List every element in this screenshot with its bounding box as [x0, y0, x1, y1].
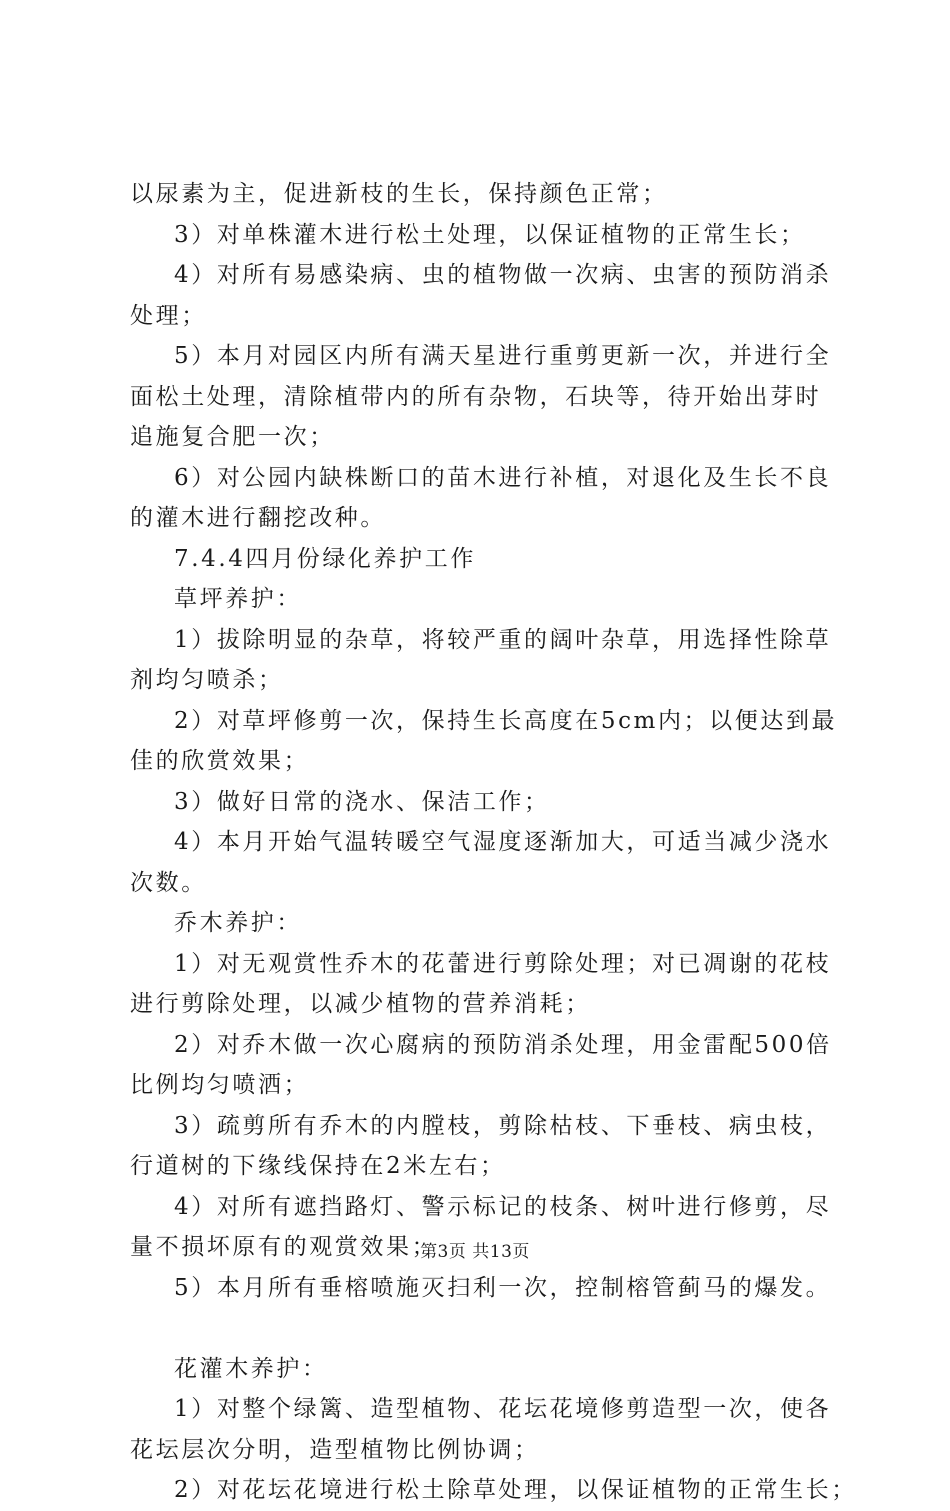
text-line: 1）对无观赏性乔木的花蕾进行剪除处理；对已凋谢的花枝	[174, 950, 832, 977]
text-line: 比例均匀喷洒；	[130, 1072, 310, 1098]
text-line: 追施复合肥一次；	[130, 424, 335, 450]
text-line: 2）对草坪修剪一次，保持生长高度在5cm内；以便达到最	[174, 707, 838, 734]
text-line: 佳的欣赏效果；	[130, 748, 310, 774]
text-line: 3）疏剪所有乔木的内膛枝，剪除枯枝、下垂枝、病虫枝，	[174, 1112, 832, 1139]
text-line: 2）对乔木做一次心腐病的预防消杀处理，用金雷配500倍	[174, 1031, 832, 1058]
subsection-heading: 花灌木养护：	[174, 1355, 328, 1382]
text-line: 6）对公园内缺株断口的苗木进行补植，对退化及生长不良	[174, 464, 832, 491]
page-number-footer: 第3页 共13页	[420, 1242, 530, 1262]
text-line: 的灌木进行翻挖改种。	[130, 505, 386, 531]
text-line: 1）对整个绿篱、造型植物、花坛花境修剪造型一次，使各	[174, 1396, 832, 1422]
text-line: 面松土处理，清除植带内的所有杂物，石块等，待开始出芽时	[130, 383, 822, 410]
text-line: 次数。	[130, 869, 207, 896]
text-line: 5）本月所有垂榕喷施灭扫利一次，控制榕管蓟马的爆发。	[174, 1274, 832, 1301]
text-line: 3）对单株灌木进行松土处理，以保证植物的正常生长；	[174, 221, 806, 248]
text-line: 4）对所有易感染病、虫的植物做一次病、虫害的预防消杀	[174, 262, 832, 288]
text-line: 行道树的下缘线保持在2米左右；	[130, 1153, 506, 1179]
text-line: 2）对花坛花境进行松土除草处理，以保证植物的正常生长；	[174, 1477, 857, 1503]
section-heading: 7.4.4四月份绿化养护工作	[174, 545, 476, 572]
text-line: 3）做好日常的浇水、保洁工作；	[174, 788, 550, 815]
text-line: 4）对所有遮挡路灯、警示标记的枝条、树叶进行修剪，尽	[174, 1193, 832, 1220]
text-line: 花坛层次分明，造型植物比例协调；	[130, 1436, 540, 1463]
text-line: 1）拔除明显的杂草，将较严重的阔叶杂草，用选择性除草	[174, 626, 832, 653]
text-line: 处理；	[130, 302, 207, 329]
subsection-heading: 乔木养护：	[174, 910, 302, 936]
text-line: 进行剪除处理，以减少植物的营养消耗；	[130, 991, 591, 1017]
text-line: 5）本月对园区内所有满天星进行重剪更新一次，并进行全	[174, 343, 832, 369]
text-line: 4）本月开始气温转暖空气湿度逐渐加大，可适当减少浇水	[174, 829, 832, 855]
text-line: 剂均匀喷杀；	[130, 667, 284, 693]
document-body	[130, 174, 857, 1511]
text-line: 以尿素为主，促进新枝的生长，保持颜色正常；	[130, 181, 668, 207]
text-line: 量不损坏原有的观赏效果；	[130, 1234, 438, 1260]
subsection-heading: 草坪养护：	[174, 586, 302, 612]
paragraph-gap	[130, 1308, 850, 1349]
